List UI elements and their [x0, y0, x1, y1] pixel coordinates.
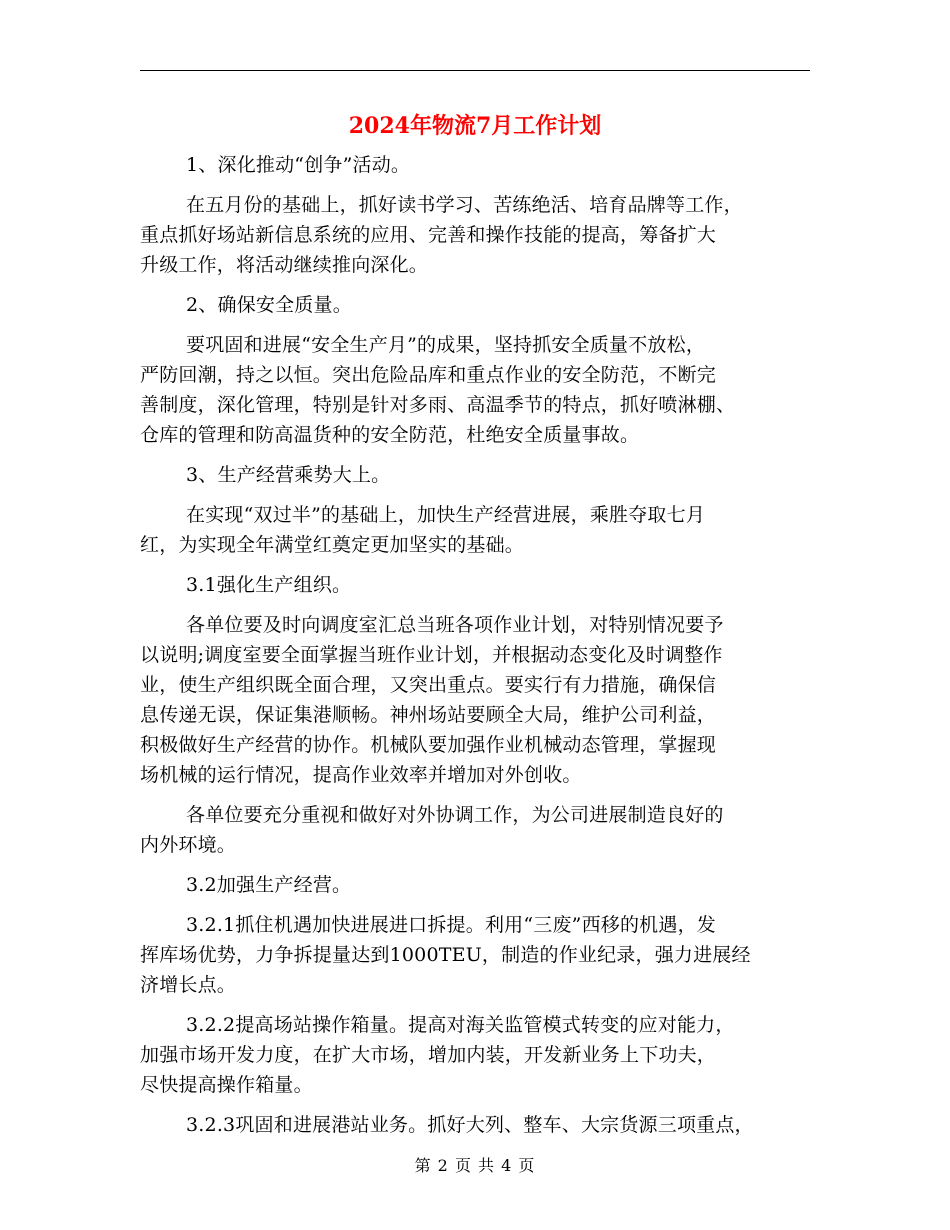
paragraph-line: 3.2.3巩固和进展港站业务。抓好大列、整车、大宗货源三项重点， — [186, 1114, 754, 1136]
body-paragraph — [140, 290, 824, 320]
paragraph-line: 尽快提高操作箱量。 — [140, 1074, 313, 1096]
paragraph-line: 场机械的运行情况，提高作业效率并增加对外创收。 — [140, 764, 582, 786]
paragraph-line: 3.2加强生产经营。 — [186, 874, 352, 896]
body-paragraph — [140, 1010, 824, 1100]
paragraph-line: 1、深化推动“创争”活动。 — [186, 154, 411, 176]
paragraph-line: 升级工作，将活动继续推向深化。 — [140, 254, 429, 276]
paragraph-line: 济增长点。 — [140, 974, 237, 996]
page-number-footer: 第 2 页 共 4 页 — [414, 1156, 536, 1175]
document-title: 2024年物流7月工作计划 — [348, 113, 602, 139]
body-paragraph — [140, 870, 824, 900]
paragraph-line: 业，使生产组织既全面合理，又突出重点。要实行有力措施，确保信 — [140, 674, 717, 696]
paragraph-line: 加强市场开发力度，在扩大市场，增加内装，开发新业务上下功夫， — [140, 1044, 717, 1066]
paragraph-line: 积极做好生产经营的协作。机械队要加强作业机械动态管理，掌握现 — [140, 734, 717, 756]
body-paragraph — [140, 1110, 824, 1140]
body-paragraph — [140, 500, 824, 560]
body-paragraph — [140, 150, 824, 180]
paragraph-line: 重点抓好场站新信息系统的应用、完善和操作技能的提高，筹备扩大 — [140, 224, 717, 246]
paragraph-line: 3.1强化生产组织。 — [186, 574, 352, 596]
body-paragraph — [140, 910, 824, 1000]
document-body — [140, 150, 824, 1140]
paragraph-line: 内外环境。 — [140, 834, 237, 856]
paragraph-line: 2、确保安全质量。 — [186, 294, 352, 316]
paragraph-line: 严防回潮，持之以恒。突出危险品库和重点作业的安全防范，不断完 — [140, 364, 717, 386]
paragraph-line: 挥库场优势，力争拆提量达到1000TEU，制造的作业纪录，强力进展经 — [140, 944, 751, 966]
body-paragraph — [140, 570, 824, 600]
header-rule — [140, 70, 810, 71]
paragraph-line: 在五月份的基础上，抓好读书学习、苦练绝活、培育品牌等工作， — [186, 194, 743, 216]
paragraph-line: 3.2.2提高场站操作箱量。提高对海关监管模式转变的应对能力， — [186, 1014, 735, 1036]
paragraph-line: 息传递无误，保证集港顺畅。神州场站要顾全大局，维护公司利益， — [140, 704, 717, 726]
paragraph-line: 3、生产经营乘势大上。 — [186, 464, 391, 486]
body-paragraph — [140, 190, 824, 280]
paragraph-line: 3.2.1抓住机遇加快进展进口拆提。利用“三废”西移的机遇，发 — [186, 914, 716, 936]
paragraph-line: 各单位要充分重视和做好对外协调工作，为公司进展制造良好的 — [186, 804, 724, 826]
paragraph-line: 仓库的管理和防高温货种的安全防范，杜绝安全质量事故。 — [140, 424, 640, 446]
body-paragraph — [140, 610, 824, 790]
body-paragraph — [140, 330, 824, 450]
body-paragraph — [140, 800, 824, 860]
paragraph-line: 善制度，深化管理，特别是针对多雨、高温季节的特点，抓好喷淋棚、 — [140, 394, 736, 416]
paragraph-line: 要巩固和进展“安全生产月”的成果，坚持抓安全质量不放松， — [186, 334, 706, 356]
paragraph-line: 红，为实现全年满堂红奠定更加坚实的基础。 — [140, 534, 525, 556]
body-paragraph — [140, 460, 824, 490]
paragraph-line: 各单位要及时向调度室汇总当班各项作业计划，对特别情况要予 — [186, 614, 724, 636]
paragraph-line: 以说明;调度室要全面掌握当班作业计划，并根据动态变化及时调整作 — [140, 644, 723, 666]
paragraph-line: 在实现“双过半”的基础上，加快生产经营进展，乘胜夺取七月 — [186, 504, 706, 526]
